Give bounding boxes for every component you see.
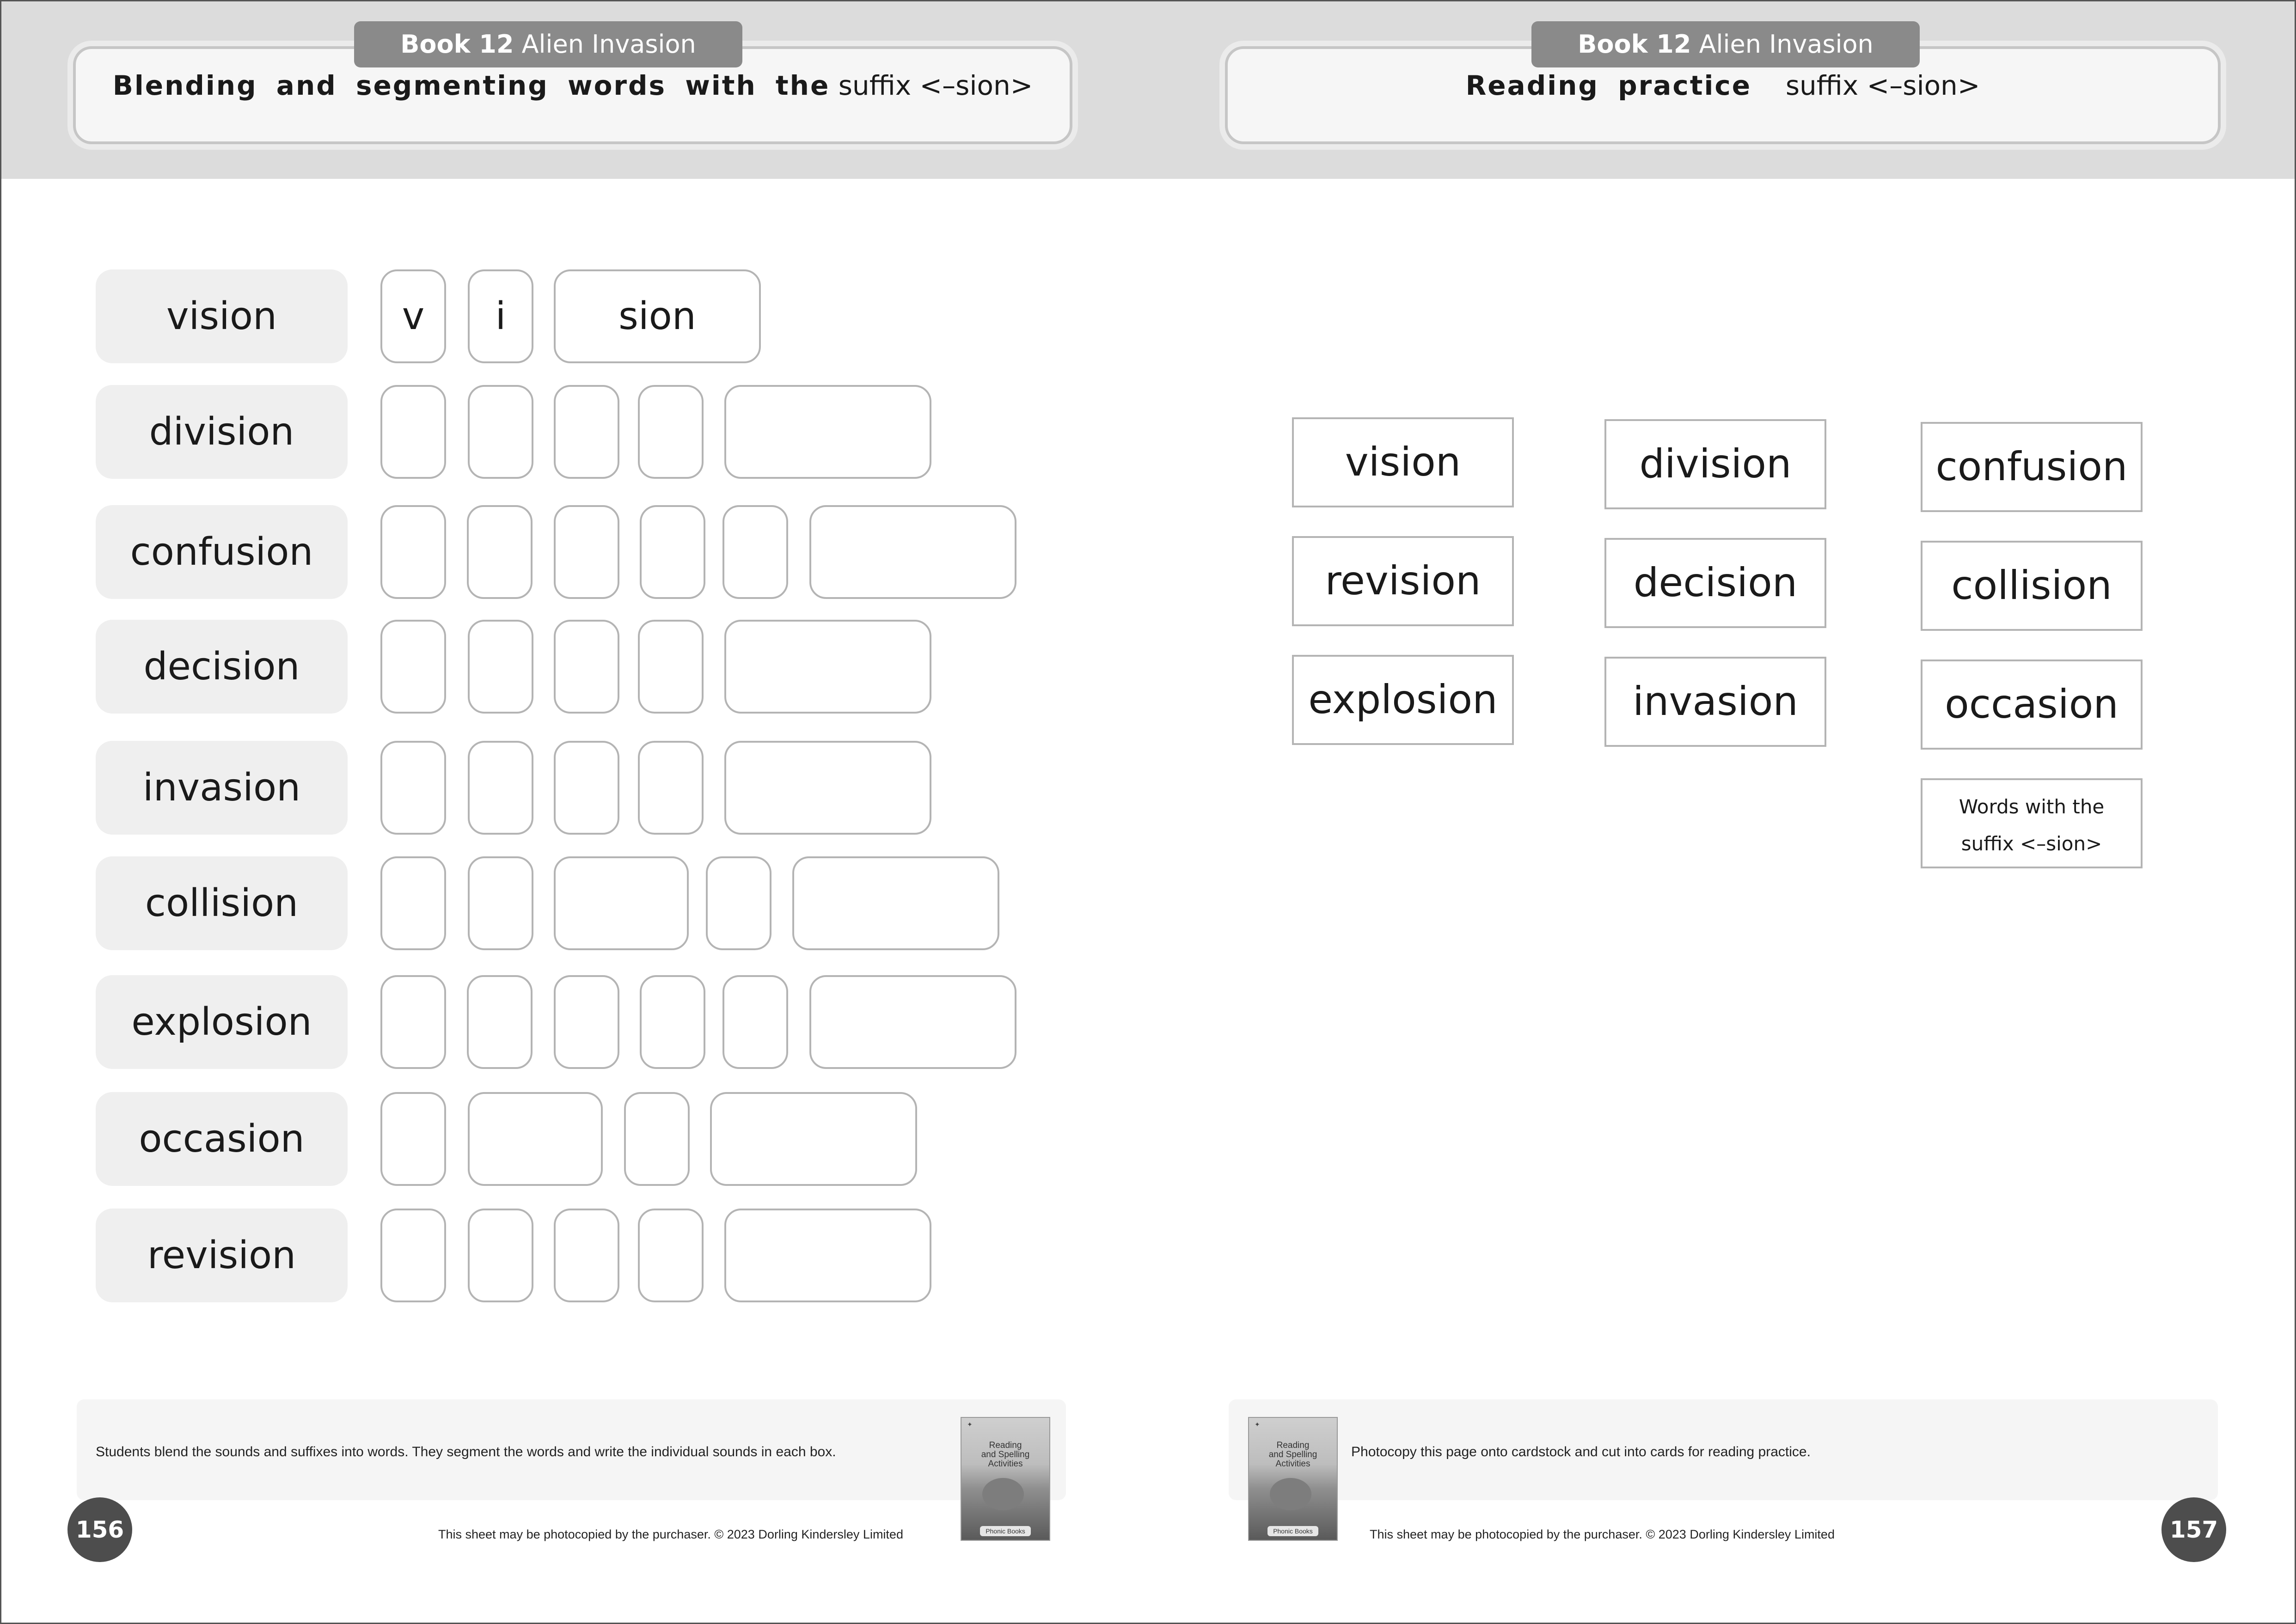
note-line-1: Words with the — [1959, 795, 2105, 818]
right-book-tab — [1531, 21, 1920, 67]
right-instruction: Photocopy this page onto cardstock and cut into cards for reading practice. — [1351, 1444, 1811, 1459]
reading-card: confusion — [1921, 422, 2143, 512]
suffix-note-card — [1921, 778, 2143, 868]
right-subtitle-bold: Reading practice — [1465, 70, 1752, 101]
left-book-title: Alien Invasion — [521, 30, 696, 59]
left-subtitle-bold: Blending and segmenting words with the — [112, 70, 830, 101]
segment-box[interactable] — [722, 975, 788, 1069]
segment-box[interactable] — [638, 620, 704, 714]
word-pill-invasion: invasion — [96, 741, 348, 835]
segment-box[interactable] — [468, 620, 533, 714]
segment-box[interactable] — [722, 505, 788, 599]
word-pill-decision: decision — [96, 620, 348, 714]
reading-card: revision — [1292, 536, 1514, 626]
segment-box[interactable] — [554, 1209, 619, 1302]
segment-box[interactable] — [467, 505, 533, 599]
segment-box[interactable] — [468, 741, 533, 835]
left-subtitle-plain: suffix <–sion> — [838, 70, 1033, 101]
left-book-number: Book 12 — [400, 30, 514, 59]
segment-box[interactable] — [554, 620, 619, 714]
thumbnail-brand: Phonic Books — [980, 1526, 1031, 1536]
reading-card: collision — [1921, 541, 2143, 631]
segment-box[interactable] — [792, 856, 999, 950]
thumbnail-title: Reading and Spelling Activities — [1268, 1441, 1317, 1469]
segment-box[interactable] — [380, 505, 446, 599]
segment-box[interactable] — [554, 741, 619, 835]
reading-card: vision — [1292, 417, 1514, 507]
thumbnail-title: Reading and Spelling Activities — [981, 1441, 1030, 1469]
segment-box[interactable] — [554, 385, 619, 479]
right-book-title: Alien Invasion — [1699, 30, 1874, 59]
alien-illustration — [1270, 1478, 1311, 1510]
segment-box[interactable] — [706, 856, 771, 950]
word-pill-revision: revision — [96, 1209, 348, 1302]
right-subtitle-plain: suffix <–sion> — [1785, 70, 1980, 101]
segment-box[interactable] — [468, 1092, 603, 1186]
right-subtitle — [1228, 70, 2218, 101]
segment-box[interactable]: i — [468, 269, 533, 363]
segment-box[interactable] — [380, 975, 446, 1069]
left-instruction: Students blend the sounds and suffixes into words. They segment the words and write the individual sounds in each box. — [96, 1444, 836, 1459]
segment-box[interactable] — [554, 505, 619, 599]
book-thumbnail — [1248, 1417, 1338, 1541]
segment-box[interactable]: sion — [554, 269, 761, 363]
thumbnail-brand: Phonic Books — [1267, 1526, 1318, 1536]
note-line-2: suffix <–sion> — [1961, 832, 2102, 855]
segment-box[interactable] — [468, 385, 533, 479]
segment-box[interactable] — [724, 385, 931, 479]
segment-box[interactable] — [467, 975, 533, 1069]
segment-box[interactable] — [638, 741, 704, 835]
segment-box[interactable] — [710, 1092, 917, 1186]
reading-card: occasion — [1921, 659, 2143, 750]
phonic-books-logo-icon: ✦ — [1255, 1421, 1260, 1428]
segment-box[interactable] — [380, 1209, 446, 1302]
right-copyright: This sheet may be photocopied by the purchaser. © 2023 Dorling Kindersley Limited — [1370, 1527, 1835, 1541]
left-copyright: This sheet may be photocopied by the purchaser. © 2023 Dorling Kindersley Limited — [438, 1527, 903, 1541]
left-book-tab — [354, 21, 742, 67]
right-book-number: Book 12 — [1578, 30, 1691, 59]
page-number-left: 156 — [67, 1497, 132, 1562]
segment-box[interactable] — [554, 975, 619, 1069]
segment-box[interactable] — [638, 1209, 704, 1302]
segment-box[interactable] — [724, 741, 931, 835]
segment-box[interactable] — [554, 856, 689, 950]
segment-box[interactable] — [380, 1092, 446, 1186]
book-thumbnail — [961, 1417, 1050, 1541]
alien-illustration — [982, 1478, 1024, 1510]
segment-box[interactable] — [380, 620, 446, 714]
segment-box[interactable] — [380, 856, 446, 950]
word-pill-confusion: confusion — [96, 505, 348, 599]
word-pill-collision: collision — [96, 856, 348, 950]
left-subtitle — [76, 70, 1070, 101]
segment-box[interactable] — [380, 385, 446, 479]
word-pill-vision: vision — [96, 269, 348, 363]
segment-box[interactable] — [638, 385, 704, 479]
segment-box[interactable] — [809, 505, 1016, 599]
segment-box[interactable] — [468, 856, 533, 950]
word-pill-explosion: explosion — [96, 975, 348, 1069]
word-pill-division: division — [96, 385, 348, 479]
reading-card: division — [1604, 419, 1826, 509]
segment-box[interactable] — [724, 620, 931, 714]
reading-card: invasion — [1604, 657, 1826, 747]
page-number-right: 157 — [2161, 1497, 2226, 1562]
reading-card: decision — [1604, 538, 1826, 628]
segment-box[interactable] — [624, 1092, 690, 1186]
segment-box[interactable] — [468, 1209, 533, 1302]
segment-box[interactable] — [380, 741, 446, 835]
phonic-books-logo-icon: ✦ — [967, 1421, 973, 1428]
segment-box[interactable] — [724, 1209, 931, 1302]
segment-box[interactable] — [640, 505, 705, 599]
word-pill-occasion: occasion — [96, 1092, 348, 1186]
segment-box[interactable] — [809, 975, 1016, 1069]
segment-box[interactable] — [640, 975, 705, 1069]
segment-box[interactable]: v — [380, 269, 446, 363]
reading-card: explosion — [1292, 655, 1514, 745]
